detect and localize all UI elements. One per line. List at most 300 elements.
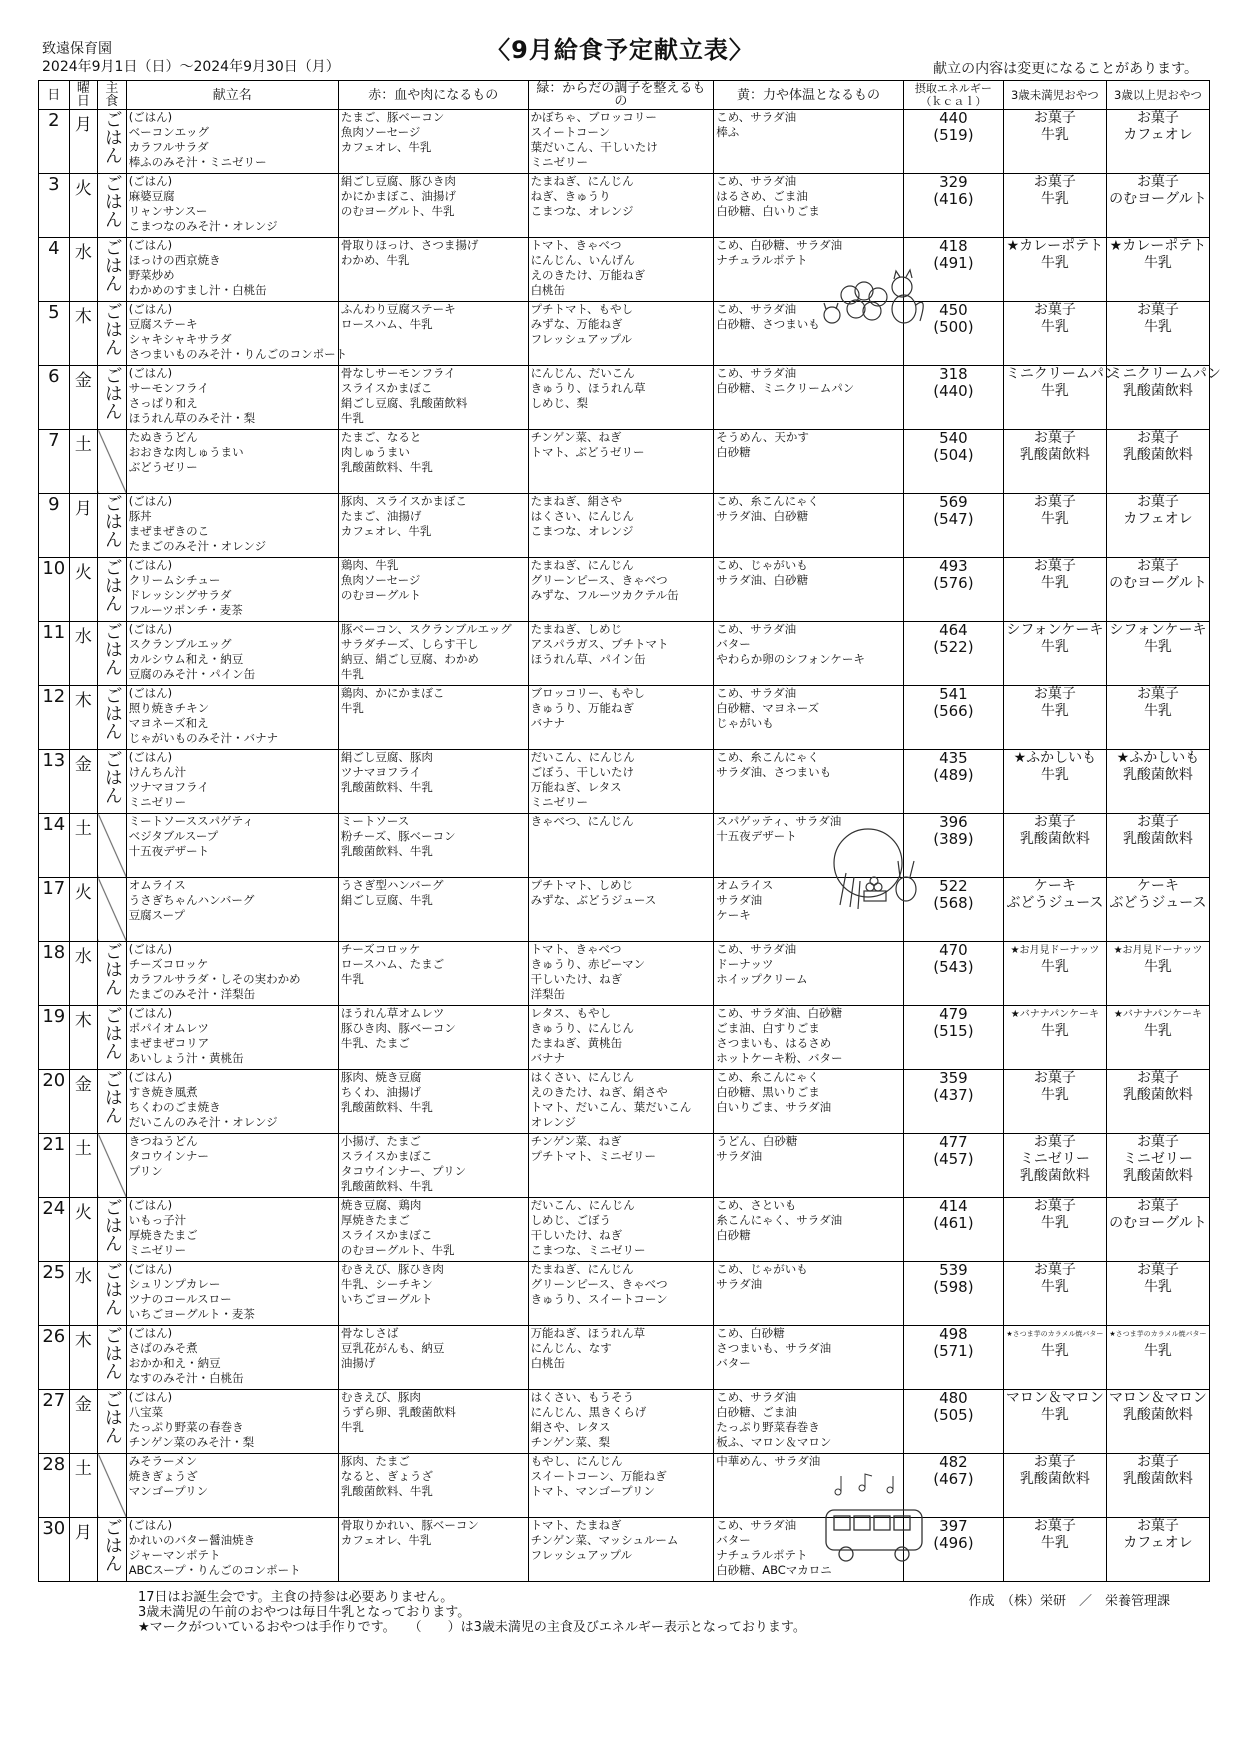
- red-line: 牛乳: [340, 972, 364, 986]
- energy-under3-value: (467): [933, 1470, 974, 1488]
- yellow-line: オムライス: [716, 878, 774, 892]
- dish-line: ぶどうゼリー: [128, 460, 198, 474]
- dish-cell: [126, 750, 338, 814]
- menu-row: [39, 238, 1210, 302]
- snack-under3-cell: [1003, 366, 1118, 430]
- snack-line: 牛乳: [1040, 575, 1069, 591]
- dish-line: (ごはん): [128, 686, 173, 700]
- dish-line: (ごはん): [128, 1518, 173, 1532]
- yellow-line: こめ、サラダ油、白砂糖: [716, 1006, 843, 1020]
- red-cell: [338, 814, 528, 878]
- yellow-line: 板ふ、マロン＆マロン: [716, 1435, 832, 1449]
- energy-value: 479: [939, 1005, 968, 1023]
- snack-under3-cell: [1003, 430, 1106, 494]
- snack-line: 乳酸菌飲料: [1019, 831, 1090, 847]
- dish-line: いもっ子汁: [128, 1213, 187, 1227]
- yellow-line: こめ、サラダ油: [716, 110, 797, 124]
- green-line: たまねぎ、にんじん: [530, 1262, 634, 1276]
- green-line: はくさい、にんじん: [530, 509, 635, 523]
- dish-line: オムライス: [128, 878, 186, 892]
- staple-label: ごはん: [101, 1518, 123, 1572]
- red-line: 骨取りほっけ、さつま揚げ: [340, 238, 479, 252]
- weekday-cell: 土: [69, 1134, 98, 1198]
- day-cell: 24: [39, 1198, 70, 1262]
- staple-cell: [98, 366, 127, 430]
- snack-over3-cell: [1106, 622, 1209, 686]
- snack-over3-cell: [1106, 430, 1209, 494]
- red-line: 鶏肉、かにかまぼこ: [340, 686, 445, 700]
- dish-line: たぬきうどん: [128, 430, 198, 444]
- snack-line: 乳酸菌飲料: [1122, 447, 1193, 463]
- col-snack-under3: 3歳未満児おやつ: [1003, 81, 1106, 110]
- yellow-line: サラダ油、白砂糖: [716, 509, 809, 523]
- red-line: 焼き豆腐、鶏肉: [340, 1198, 422, 1212]
- staple-cell: [98, 430, 127, 494]
- dish-line: かれいのバター醤油焼き: [128, 1533, 256, 1547]
- energy-cell: [903, 174, 1003, 238]
- dish-line: ベジタブルスープ: [128, 829, 219, 843]
- menu-row: [39, 558, 1210, 622]
- day-cell: 28: [39, 1454, 70, 1518]
- yellow-line: こめ、サラダ油: [716, 622, 797, 636]
- yellow-line: 白砂糖、ABCマカロニ: [716, 1563, 832, 1577]
- snack-over3-cell: [1106, 110, 1209, 174]
- red-cell: [338, 494, 528, 558]
- staple-label: ごはん: [101, 1326, 123, 1380]
- red-line: むきえび、豚ひき肉: [340, 1262, 444, 1276]
- red-line: 乳酸菌飲料、牛乳: [340, 1100, 433, 1114]
- col-green: 緑：からだの調子を整えるもの: [528, 81, 714, 110]
- weekday-cell: 木: [69, 1006, 98, 1070]
- green-cell: [528, 1518, 714, 1582]
- red-line: 納豆、絹ごし豆腐、わかめ: [340, 652, 479, 666]
- green-line: みずな、ぶどうジュース: [530, 893, 657, 907]
- dish-line: カラフルサラダ・しその実わかめ: [128, 972, 301, 986]
- green-line: バナナ: [530, 716, 566, 730]
- red-line: 魚肉ソーセージ: [340, 573, 421, 587]
- snack-line: お菓子: [1033, 814, 1076, 830]
- dish-line: うさぎちゃんハンバーグ: [128, 893, 255, 907]
- dish-line: 豚丼: [128, 509, 152, 523]
- snack-line: 牛乳: [1040, 191, 1069, 207]
- author: 作成 （株）栄研 ／ 栄養管理課: [968, 1594, 1170, 1609]
- energy-value: 541: [939, 685, 968, 703]
- energy-value: 493: [939, 557, 968, 575]
- staple-cell: [98, 174, 127, 238]
- yellow-cell: [714, 174, 904, 238]
- snack-line: 乳酸菌飲料: [1122, 1471, 1193, 1487]
- snack-line: ★ふかしいも: [1013, 750, 1097, 766]
- yellow-line: ナチュラルポテト: [716, 253, 808, 267]
- energy-under3-value: (522): [933, 638, 974, 656]
- snack-line: カフェオレ: [1123, 127, 1193, 143]
- energy-cell: [903, 750, 1003, 814]
- snack-line: 乳酸菌飲料: [1019, 1471, 1090, 1487]
- staple-cell: [98, 1262, 127, 1326]
- snack-line: お菓子: [1033, 1262, 1076, 1278]
- snack-line: 牛乳: [1040, 1343, 1069, 1359]
- dish-cell: [126, 110, 338, 174]
- staple-label: ごはん: [101, 1390, 123, 1444]
- dish-line: リャンサンスー: [128, 204, 208, 218]
- col-day: 日: [39, 81, 70, 110]
- snack-line: お菓子: [1033, 1198, 1076, 1214]
- snack-line: ぶどうジュース: [1006, 895, 1104, 911]
- energy-under3-value: (543): [933, 958, 974, 976]
- green-cell: [528, 1390, 714, 1454]
- dish-line: (ごはん): [128, 238, 173, 252]
- staple-cell: [98, 1454, 127, 1518]
- snack-line: ★お月見ドーナッツ: [1010, 945, 1100, 956]
- dish-line: さつまいものみそ汁・りんごのコンポート: [128, 347, 348, 361]
- green-line: オレンジ: [530, 1115, 576, 1129]
- period: 2024年9月1日（日）～2024年9月30日（月）: [42, 59, 340, 75]
- dish-line: ミニゼリー: [128, 795, 187, 809]
- dish-line: (ごはん): [128, 110, 173, 124]
- menu-body: [39, 109, 1221, 1582]
- yellow-line: こめ、糸こんにゃく: [716, 750, 820, 764]
- snack-over3-cell: [1106, 1134, 1209, 1198]
- red-line: 乳酸菌飲料、牛乳: [340, 1179, 433, 1193]
- snack-under3-cell: [1003, 878, 1106, 942]
- snack-line: 牛乳: [1040, 127, 1069, 143]
- page-title: 〈9月給食予定献立表〉: [486, 36, 754, 64]
- snack-under3-cell: [1003, 174, 1106, 238]
- staple-label: ごはん: [101, 238, 123, 292]
- yellow-cell: [714, 558, 904, 622]
- dish-line: 棒ふのみそ汁・ミニゼリー: [128, 155, 267, 169]
- energy-cell: [903, 1070, 1003, 1134]
- col-energy-unit: （ｋｃａｌ）: [920, 95, 987, 108]
- green-line: たまねぎ、にんじん: [530, 558, 634, 572]
- green-cell: [528, 430, 714, 494]
- snack-over3-cell: [1106, 686, 1209, 750]
- dish-cell: [126, 1070, 338, 1134]
- staple-label: ごはん: [101, 174, 123, 228]
- red-cell: [338, 238, 528, 302]
- dish-cell: [126, 494, 338, 558]
- dish-line: わかめのすまし汁・白桃缶: [128, 283, 267, 297]
- day-cell: 14: [39, 814, 70, 878]
- dish-line: さっぱり和え: [128, 396, 198, 410]
- red-line: 牛乳: [340, 1420, 364, 1434]
- energy-under3-value: (505): [933, 1406, 974, 1424]
- snack-under3-cell: [1003, 814, 1106, 878]
- snack-line: 乳酸菌飲料: [1019, 1168, 1090, 1184]
- yellow-line: サラダ油: [716, 1149, 763, 1163]
- snack-over3-cell: [1106, 174, 1209, 238]
- energy-value: 440: [939, 109, 968, 127]
- weekday-cell: 火: [69, 558, 98, 622]
- snack-line: 乳酸菌飲料: [1122, 383, 1193, 399]
- green-line: チンゲン菜、ねぎ: [530, 1134, 622, 1148]
- red-cell: [338, 1134, 528, 1198]
- dish-line: たまごのみそ汁・洋梨缶: [128, 987, 256, 1001]
- green-line: プチトマト、もやし: [530, 302, 634, 316]
- yellow-line: ごま油、白すりごま: [716, 1021, 820, 1035]
- dish-line: だいこんのみそ汁・オレンジ: [128, 1115, 278, 1129]
- snack-line: マロン＆マロン: [1005, 1390, 1104, 1406]
- snack-under3-cell: [1003, 750, 1106, 814]
- snack-line: お菓子: [1033, 174, 1076, 190]
- snack-line: お菓子: [1033, 558, 1076, 574]
- dish-line: いちごヨーグルト・麦茶: [128, 1307, 255, 1321]
- dish-line: 野菜炒め: [128, 268, 175, 282]
- snack-under3-cell: [1003, 1134, 1106, 1198]
- yellow-line: じゃがいも: [716, 716, 774, 730]
- org-name: 致遠保育園: [42, 41, 112, 57]
- red-line: うずら卵、乳酸菌飲料: [340, 1405, 456, 1419]
- day-cell: 12: [39, 686, 70, 750]
- dish-line: スクランブルエッグ: [128, 637, 232, 651]
- green-line: きゅうり、にんじん: [530, 1021, 635, 1035]
- menu-row: [39, 686, 1210, 750]
- red-line: ミートソース: [340, 814, 410, 828]
- music-notes-illustration: [830, 1470, 910, 1500]
- snack-line: 乳酸菌飲料: [1122, 1087, 1193, 1103]
- yellow-line: やわらか卵のシフォンケーキ: [716, 652, 865, 666]
- snack-line: 牛乳: [1143, 639, 1172, 655]
- staple-cell: [98, 1006, 127, 1070]
- dish-line: (ごはん): [128, 942, 173, 956]
- green-line: きゅうり、万能ねぎ: [530, 701, 635, 715]
- dish-line: (ごはん): [128, 366, 173, 380]
- energy-cell: [903, 1134, 1003, 1198]
- red-line: 豚肉、スライスかまぼこ: [340, 494, 467, 508]
- green-line: にんじん、だいこん: [530, 366, 635, 380]
- red-line: 骨なしさば: [340, 1326, 399, 1340]
- green-cell: [528, 1198, 714, 1262]
- staple-label: ごはん: [101, 366, 123, 420]
- green-line: バナナ: [530, 1051, 566, 1065]
- energy-cell: [903, 1390, 1003, 1454]
- dish-line: 豆腐ステーキ: [128, 317, 198, 331]
- snack-over3-cell: [1106, 1198, 1209, 1262]
- snack-line: 牛乳: [1143, 1023, 1172, 1039]
- day-cell: 11: [39, 622, 70, 686]
- red-line: ほうれん草オムレツ: [340, 1006, 445, 1020]
- red-line: ふんわり豆腐ステーキ: [340, 302, 456, 316]
- energy-value: 522: [939, 877, 968, 895]
- dish-line: フルーツポンチ・麦茶: [128, 603, 243, 617]
- col-weekday: 曜日: [69, 81, 98, 110]
- staple-label: ごはん: [101, 558, 123, 612]
- staple-cell: [98, 750, 127, 814]
- yellow-line: さつまいも、サラダ油: [716, 1341, 832, 1355]
- red-cell: [338, 942, 528, 1006]
- dish-line: (ごはん): [128, 1390, 173, 1404]
- dish-cell: [126, 1006, 338, 1070]
- yellow-cell: [714, 430, 904, 494]
- red-line: むきえび、豚肉: [340, 1390, 421, 1404]
- yellow-line: サラダ油: [716, 1277, 763, 1291]
- dish-cell: [126, 814, 338, 878]
- red-line: 骨なしサーモンフライ: [340, 366, 456, 380]
- green-line: グリーンピース、きゃべつ: [530, 573, 668, 587]
- yellow-cell: [714, 366, 904, 430]
- red-line: 絹ごし豆腐、豚肉: [340, 750, 433, 764]
- green-line: きゅうり、ほうれん草: [530, 381, 646, 395]
- dish-line: ドレッシングサラダ: [128, 588, 232, 602]
- green-line: 葉だいこん、干しいたけ: [530, 140, 658, 154]
- red-line: カフェオレ、牛乳: [340, 1533, 432, 1547]
- green-line: にんじん、いんげん: [530, 253, 635, 267]
- snack-under3-cell: [1003, 1454, 1106, 1518]
- red-line: かにかまぼこ、油揚げ: [340, 189, 456, 203]
- green-line: チンゲン菜、梨: [530, 1435, 611, 1449]
- snack-over3-cell: [1106, 494, 1209, 558]
- snack-line: 牛乳: [1040, 639, 1069, 655]
- snack-line: 牛乳: [1040, 1215, 1069, 1231]
- energy-value: 464: [939, 621, 968, 639]
- yellow-line: はるさめ、ごま油: [716, 189, 808, 203]
- dish-line: おかか和え・納豆: [128, 1356, 221, 1370]
- green-line: もやし、にんじん: [530, 1454, 623, 1468]
- green-line: はくさい、にんじん: [530, 1070, 635, 1084]
- snack-line: 牛乳: [1040, 1279, 1069, 1295]
- yellow-cell: [714, 1198, 904, 1262]
- dish-cell: [126, 1198, 338, 1262]
- weekday-cell: 金: [69, 366, 98, 430]
- red-line: たまご、油揚げ: [340, 509, 422, 523]
- energy-under3-value: (547): [933, 510, 974, 528]
- red-line: チーズコロッケ: [340, 942, 421, 956]
- red-cell: [338, 110, 528, 174]
- green-line: トマト、ぶどうゼリー: [530, 445, 645, 459]
- snack-line: ★カレーポテト: [1006, 238, 1104, 254]
- yellow-line: ホイップクリーム: [716, 972, 808, 986]
- day-cell: 2: [39, 110, 70, 174]
- yellow-line: こめ、白砂糖、サラダ油: [716, 238, 843, 252]
- dish-cell: [126, 558, 338, 622]
- red-line: 牛乳: [340, 411, 364, 425]
- red-cell: [338, 686, 528, 750]
- dish-line: (ごはん): [128, 750, 173, 764]
- red-cell: [338, 430, 528, 494]
- green-line: 干しいたけ、ねぎ: [530, 972, 623, 986]
- moon-rabbit-illustration: [820, 825, 930, 915]
- staple-cell: [98, 1070, 127, 1134]
- dish-line: すき焼き風煮: [128, 1085, 198, 1099]
- snack-over3-cell: [1106, 814, 1209, 878]
- energy-cell: [903, 110, 1003, 174]
- snack-line: 乳酸菌飲料: [1019, 447, 1090, 463]
- snack-line: 乳酸菌飲料: [1122, 1168, 1193, 1184]
- snack-line: お菓子: [1136, 494, 1179, 510]
- snack-over3-cell: [1106, 558, 1209, 622]
- red-line: 豚肉、たまご: [340, 1454, 410, 1468]
- green-line: だいこん、にんじん: [530, 1198, 635, 1212]
- weekday-cell: 土: [69, 814, 98, 878]
- staple-label: ごはん: [101, 686, 123, 740]
- red-line: いちごヨーグルト: [340, 1292, 433, 1306]
- yellow-line: ナチュラルポテト: [716, 1548, 808, 1562]
- dish-line: シャキシャキサラダ: [128, 332, 232, 346]
- green-line: たまねぎ、絹さや: [530, 494, 623, 508]
- day-cell: 26: [39, 1326, 70, 1390]
- snack-line: 乳酸菌飲料: [1122, 1407, 1193, 1423]
- menu-row: [39, 1454, 1210, 1518]
- green-line: ミニゼリー: [530, 795, 589, 809]
- energy-cell: [903, 430, 1003, 494]
- yellow-cell: [714, 942, 904, 1006]
- dish-cell: [126, 686, 338, 750]
- yellow-line: こめ、白砂糖: [716, 1326, 785, 1340]
- snack-line: ★カレーポテト: [1109, 238, 1207, 254]
- snack-line: 牛乳: [1040, 959, 1069, 975]
- green-cell: [528, 1262, 714, 1326]
- dish-line: (ごはん): [128, 494, 173, 508]
- snack-under3-cell: [1003, 1390, 1106, 1454]
- green-line: 干しいたけ、ねぎ: [530, 1228, 623, 1242]
- snack-over3-cell: [1106, 1070, 1209, 1134]
- snack-over3-cell: [1106, 1326, 1209, 1390]
- snack-line: ミニゼリー: [1019, 1151, 1090, 1167]
- energy-cell: [903, 1006, 1003, 1070]
- energy-under3-value: (576): [933, 574, 974, 592]
- dish-cell: [126, 942, 338, 1006]
- green-line: 絹さや、レタス: [530, 1420, 611, 1434]
- menu-row: [39, 1198, 1210, 1262]
- weekday-cell: 水: [69, 1262, 98, 1326]
- red-line: 絹ごし豆腐、牛乳: [340, 893, 433, 907]
- red-line: のむヨーグルト、牛乳: [340, 204, 455, 218]
- day-cell: 20: [39, 1070, 70, 1134]
- green-cell: [528, 110, 714, 174]
- snack-line: お菓子: [1033, 686, 1076, 702]
- energy-under3-value: (389): [933, 830, 974, 848]
- green-line: チンゲン菜、マッシュルーム: [530, 1533, 679, 1547]
- snack-line: 牛乳: [1040, 511, 1069, 527]
- footer-line-1: 17日はお誕生会です。主食の持参は必要ありません。: [138, 1590, 454, 1605]
- footer-line-3: ★マークがついているおやつは手作りです。 （ ）は3歳未満児の主食及びエネルギー表示となっております。: [138, 1620, 806, 1635]
- snack-line: お菓子: [1136, 1070, 1179, 1086]
- weekday-cell: 金: [69, 1070, 98, 1134]
- snack-line: お菓子: [1033, 110, 1076, 126]
- snack-line: 牛乳: [1040, 1407, 1069, 1423]
- staple-label: ごはん: [101, 750, 123, 804]
- red-line: 鶏肉、牛乳: [340, 558, 399, 572]
- dish-line: ちくわのごま焼き: [128, 1100, 221, 1114]
- weekday-cell: 水: [69, 942, 98, 1006]
- red-line: 油揚げ: [340, 1356, 376, 1370]
- snack-under3-cell: [1003, 1518, 1106, 1582]
- yellow-line: 白砂糖: [716, 1228, 751, 1242]
- snack-line: 牛乳: [1143, 319, 1172, 335]
- weekday-cell: 土: [69, 1454, 98, 1518]
- snack-line: お菓子: [1136, 302, 1179, 318]
- day-cell: 13: [39, 750, 70, 814]
- energy-under3-value: (571): [933, 1342, 974, 1360]
- staple-label: ごはん: [101, 1070, 123, 1124]
- snack-over3-cell: [1106, 1006, 1209, 1070]
- yellow-line: こめ、サラダ油: [716, 686, 797, 700]
- red-cell: [338, 1518, 528, 1582]
- staple-cell: [98, 494, 127, 558]
- energy-under3-value: (440): [933, 382, 974, 400]
- yellow-line: たっぷり野菜春巻き: [716, 1420, 820, 1434]
- snack-under3-cell: [1003, 1006, 1106, 1070]
- menu-row: [39, 1518, 1210, 1582]
- staple-label: ごはん: [101, 302, 123, 356]
- dish-line: ツナマヨフライ: [128, 780, 209, 794]
- snack-line: 牛乳: [1040, 255, 1069, 271]
- dish-line: シュリンプカレー: [128, 1277, 221, 1291]
- day-cell: 9: [39, 494, 70, 558]
- green-cell: [528, 686, 714, 750]
- menu-row: [39, 430, 1210, 494]
- yellow-line: 棒ふ: [716, 125, 740, 139]
